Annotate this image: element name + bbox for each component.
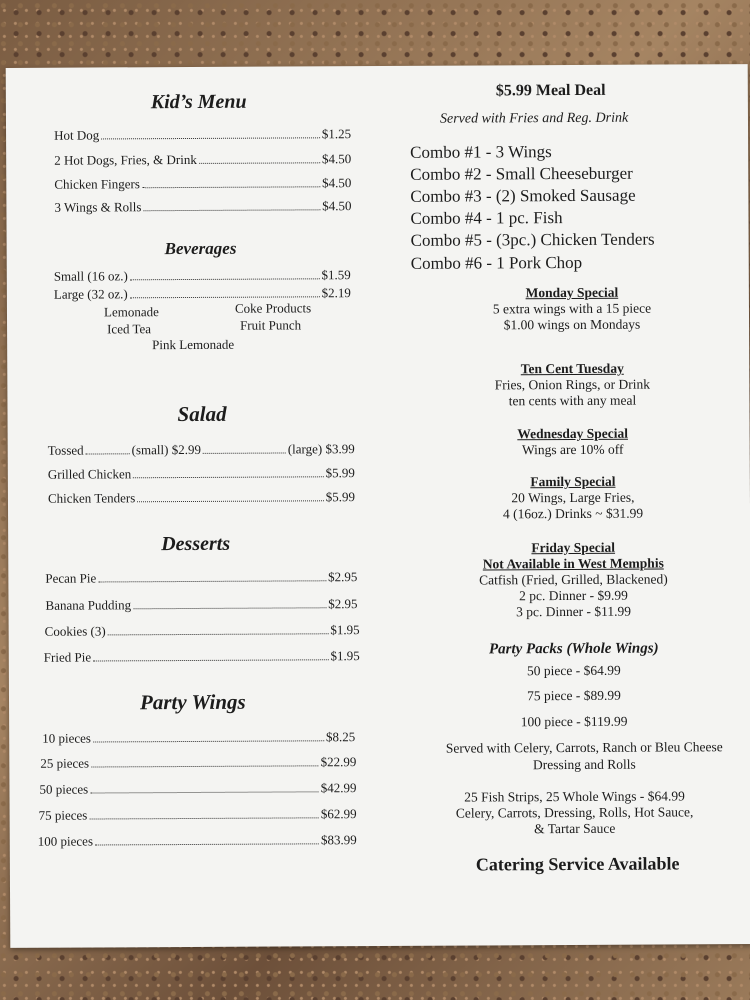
combo-2: Combo #2 - Small Cheeseburger [410, 163, 633, 184]
item-name: Small (16 oz.) [53, 268, 128, 284]
tuesday-line: Fries, Onion Rings, or Drink [494, 376, 651, 393]
item-price: $8.25 [325, 729, 356, 745]
menu-item [48, 489, 355, 507]
item-price: $1.95 [330, 622, 360, 638]
menu-item [45, 596, 357, 614]
wednesday-special [408, 425, 738, 459]
party-packs-served [414, 738, 750, 774]
item-name: Large (32 oz.) [53, 286, 128, 302]
menu-item-tossed [48, 441, 355, 459]
friday-special [408, 539, 738, 621]
catering-notice: Catering Service Available [475, 853, 680, 875]
salad-title: Salad [177, 401, 227, 427]
item-name: 2 Hot Dogs, Fries, & Drink [54, 151, 197, 168]
friday-title: Friday Special [531, 539, 616, 556]
drink-lemonade: Lemonade [103, 304, 159, 320]
monday-title: Monday Special [525, 284, 619, 301]
fish-line: Celery, Carrots, Dressing, Rolls, Hot Sauce, [455, 804, 694, 821]
served-line: Dressing and Rolls [532, 756, 636, 773]
item-price: $1.25 [321, 126, 352, 142]
combo-3: Combo #3 - (2) Smoked Sausage [410, 185, 636, 206]
friday-line: Catfish (Fried, Grilled, Blackened) [479, 571, 668, 588]
item-price: $2.95 [328, 569, 358, 585]
item-name: Chicken Tenders [47, 490, 136, 506]
beverages-title: Beverages [164, 238, 237, 259]
menu-item [54, 175, 351, 193]
item-price: $5.99 [325, 465, 355, 481]
monday-special [407, 284, 737, 334]
combo-4: Combo #4 - 1 pc. Fish [410, 208, 563, 228]
item-price: $42.99 [320, 780, 357, 796]
friday-subtitle: Not Available in West Memphis [482, 555, 664, 572]
menu-item [54, 151, 351, 169]
item-name: Banana Pudding [45, 597, 132, 613]
item-name: Pecan Pie [45, 570, 97, 586]
menu-item [54, 126, 351, 144]
item-name: Hot Dog [54, 127, 100, 143]
item-name: Tossed [47, 442, 84, 458]
item-price: $4.50 [322, 175, 352, 191]
menu-item [45, 569, 357, 587]
item-price: $83.99 [320, 832, 357, 848]
menu-item [54, 198, 351, 216]
menu-item [39, 780, 356, 798]
wednesday-line: Wings are 10% off [521, 441, 624, 458]
menu-item [48, 465, 355, 483]
item-price: $2.19 [321, 285, 351, 301]
monday-line: 5 extra wings with a 15 piece [492, 300, 652, 317]
combo-1: Combo #1 - 3 Wings [410, 142, 552, 162]
family-line: 4 (16oz.) Drinks ~ $31.99 [502, 505, 644, 522]
item-price: $2.95 [328, 596, 358, 612]
drink-iced-tea: Iced Tea [107, 321, 152, 337]
item-name: 100 pieces [37, 833, 94, 849]
menu-item [45, 622, 360, 640]
item-name: Grilled Chicken [47, 466, 132, 482]
family-line: 20 Wings, Large Fries, [511, 489, 635, 506]
item-name: 25 pieces [40, 755, 90, 771]
kids-menu-title: Kid’s Menu [150, 90, 247, 114]
menu-item [40, 754, 356, 772]
party-wings-title: Party Wings [139, 689, 246, 715]
fish-combo [409, 788, 739, 838]
menu-page [6, 64, 750, 948]
tuesday-title: Ten Cent Tuesday [520, 360, 624, 377]
monday-line: $1.00 wings on Mondays [503, 316, 641, 333]
served-line: Served with Celery, Carrots, Ranch or Bleu Cheese [445, 739, 723, 756]
item-price: $1.59 [321, 267, 351, 283]
item-price: $4.50 [321, 151, 352, 167]
friday-line: 3 pc. Dinner - $11.99 [516, 603, 632, 620]
item-price: $4.50 [322, 198, 352, 214]
party-pack-item: 100 piece - $119.99 [520, 713, 628, 730]
item-price: $62.99 [320, 806, 357, 822]
item-price: $22.99 [320, 754, 357, 770]
wednesday-title: Wednesday Special [517, 425, 628, 442]
menu-item [38, 832, 357, 850]
menu-item [54, 267, 351, 285]
combo-6: Combo #6 - 1 Pork Chop [410, 252, 583, 273]
item-name: 3 Wings & Rolls [54, 199, 142, 215]
fish-line: & Tartar Sauce [534, 820, 616, 837]
item-name: 75 pieces [38, 807, 88, 823]
meal-deal-title: $5.99 Meal Deal [495, 81, 606, 100]
combo-5: Combo #5 - (3pc.) Chicken Tenders [410, 229, 655, 250]
family-special [408, 473, 738, 523]
menu-item [44, 648, 360, 666]
tuesday-special [407, 360, 737, 410]
desserts-title: Desserts [161, 532, 231, 556]
family-title: Family Special [530, 473, 616, 490]
drink-pink-lemonade: Pink Lemonade [152, 336, 235, 353]
item-name: Chicken Fingers [54, 176, 140, 192]
drink-coke: Coke Products [234, 300, 312, 316]
item-name: 10 pieces [42, 730, 91, 746]
fish-line: 25 Fish Strips, 25 Whole Wings - $64.99 [464, 788, 685, 805]
party-pack-item: 50 piece - $64.99 [526, 662, 621, 679]
item-price-small: (small) $2.99 [131, 441, 201, 458]
menu-item [42, 729, 355, 747]
item-price: $1.95 [330, 648, 360, 664]
menu-item [39, 806, 357, 824]
item-price-large: (large) $3.99 [287, 441, 355, 457]
item-name: 50 pieces [39, 781, 89, 797]
friday-line: 2 pc. Dinner - $9.99 [519, 587, 628, 604]
item-name: Fried Pie [43, 649, 92, 665]
item-price: $5.99 [325, 489, 355, 505]
tuesday-line: ten cents with any meal [508, 392, 637, 409]
drink-fruit-punch: Fruit Punch [240, 317, 302, 333]
party-pack-item: 75 piece - $89.99 [527, 687, 621, 704]
meal-deal-subtitle: Served with Fries and Reg. Drink [439, 110, 629, 127]
party-packs-title: Party Packs (Whole Wings) [488, 640, 659, 658]
item-name: Cookies (3) [44, 623, 106, 639]
